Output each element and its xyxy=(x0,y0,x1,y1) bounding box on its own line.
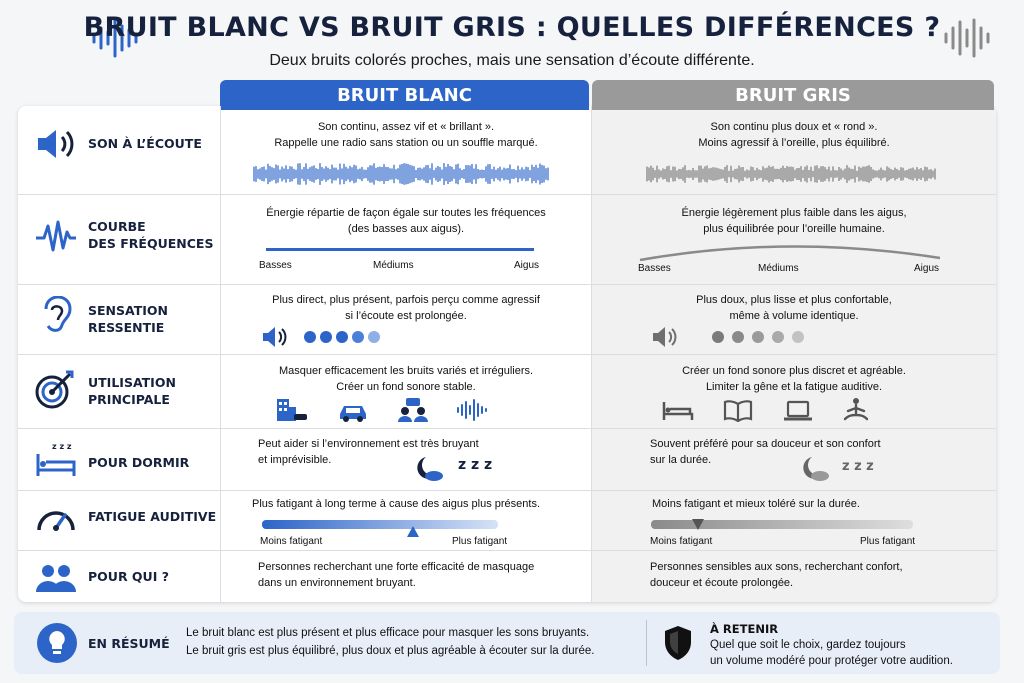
white-courbe-line1: Énergie répartie de façon égale sur toutes les fréquences xyxy=(266,207,546,219)
gauge-icon xyxy=(34,500,78,540)
white-axis-mediums: Médiums xyxy=(373,260,414,271)
bed-icon xyxy=(662,400,694,422)
ear-icon xyxy=(34,296,78,336)
divider xyxy=(591,106,592,602)
volume-icon-white xyxy=(262,326,290,348)
white-noise-waveform xyxy=(253,160,549,188)
frequency-wave-icon xyxy=(34,218,78,258)
grey-pourqui-line1: Personnes sensibles aux sons, recherchant confort, xyxy=(650,561,903,573)
white-axis-aigus: Aigus xyxy=(514,260,540,271)
grey-sensation-line1: Plus doux, plus lisse et plus confortable, xyxy=(696,294,892,306)
retain-line1: Quel que soit le choix, gardez toujours xyxy=(710,639,906,651)
divider xyxy=(18,284,996,285)
row-label-sensation-2: RESSENTIE xyxy=(88,320,165,335)
row-label-utilisation-2: PRINCIPALE xyxy=(88,392,170,407)
grey-axis-aigus: Aigus xyxy=(914,263,940,274)
summary-label: EN RÉSUMÉ xyxy=(88,636,170,651)
white-dormir-line1: Peut aider si l’environnement est très bruyant xyxy=(258,438,479,450)
shield-icon xyxy=(662,624,694,662)
moon-cloud-icon-white xyxy=(412,455,444,481)
grey-fatigue-marker xyxy=(692,518,704,530)
svg-text:z z z: z z z xyxy=(52,442,72,451)
white-courbe-line2: (des basses aux aigus). xyxy=(347,223,465,235)
laptop-icon xyxy=(783,400,813,422)
summary-divider xyxy=(646,620,647,666)
row-label-utilisation-1: UTILISATION xyxy=(88,375,176,390)
row-label-dormir: POUR DORMIR xyxy=(88,455,190,470)
grey-dormir-line2: sur la durée. xyxy=(650,454,712,466)
grey-son-line1: Son continu plus doux et « rond ». xyxy=(710,121,878,133)
grey-scale-high: Plus fatigant xyxy=(860,536,916,547)
white-pourqui-line1: Personnes recherchant une forte efficacité de masquage xyxy=(258,561,535,573)
grey-dormir-line1: Souvent préféré pour sa douceur et son confort xyxy=(650,438,881,450)
white-axis-basses: Basses xyxy=(259,260,292,271)
divider xyxy=(220,106,221,602)
row-label-sensation-1: SENSATION xyxy=(88,303,168,318)
summary-line1: Le bruit blanc est plus présent et plus efficace pour masquer les sons bruyants. xyxy=(186,627,590,639)
grey-utilisation-line2: Limiter la gêne et la fatigue auditive. xyxy=(705,381,883,393)
row-label-fatigue: FATIGUE AUDITIVE xyxy=(88,509,217,524)
row-label-courbe-1: COURBE xyxy=(88,219,146,234)
divider xyxy=(18,428,996,429)
people-talking-icon xyxy=(397,397,429,423)
white-utilisation-line1: Masquer efficacement les bruits variés et irréguliers. xyxy=(278,365,534,377)
white-fatigue-text: Plus fatigant à long terme à cause des aigus plus présents. xyxy=(252,498,541,510)
white-flat-spectrum-line xyxy=(266,248,534,251)
page-title: BRUIT BLANC VS BRUIT GRIS : QUELLES DIFFÉRENCES ? xyxy=(83,12,941,43)
column-header-white: BRUIT BLANC xyxy=(220,80,589,110)
white-intensity-dots xyxy=(302,330,392,344)
white-fatigue-scale xyxy=(262,520,498,529)
white-son-line2: Rappelle une radio sans station ou un souffle marqué. xyxy=(274,137,538,149)
lightbulb-icon xyxy=(36,622,78,664)
moon-cloud-icon-grey xyxy=(798,455,830,481)
row-label-son: SON À L’ÉCOUTE xyxy=(88,136,202,151)
grey-sensation-line2: même à volume identique. xyxy=(729,310,859,322)
summary-line2: Le bruit gris est plus équilibré, plus doux et plus agréable à écouter sur la durée. xyxy=(186,645,595,657)
grey-axis-mediums: Médiums xyxy=(758,263,799,274)
white-fatigue-marker xyxy=(407,526,419,538)
page-subtitle: Deux bruits colorés proches, mais une sensation d’écoute différente. xyxy=(269,52,755,69)
zzz-grey: z z z xyxy=(842,459,874,474)
divider xyxy=(18,354,996,355)
meditation-icon xyxy=(842,397,870,423)
soundwave-small-icon xyxy=(456,398,488,422)
column-header-grey: BRUIT GRIS xyxy=(592,80,994,110)
white-scale-low: Moins fatigant xyxy=(260,536,323,547)
grey-curved-spectrum-line xyxy=(638,236,942,266)
row-label-courbe-2: DES FRÉQUENCES xyxy=(88,236,214,251)
grey-fatigue-scale xyxy=(651,520,913,529)
volume-icon-grey xyxy=(652,326,680,348)
white-sensation-line2: si l’écoute est prolongée. xyxy=(345,310,467,322)
speaker-icon xyxy=(34,124,78,164)
target-icon xyxy=(34,370,78,410)
book-icon xyxy=(723,400,753,422)
divider xyxy=(18,490,996,491)
car-icon xyxy=(338,400,368,422)
divider xyxy=(18,550,996,551)
grey-pourqui-line2: douceur et écoute prolongée. xyxy=(650,577,794,589)
white-sensation-line1: Plus direct, plus présent, parfois perçu comme agressif xyxy=(272,294,540,306)
grey-intensity-dots xyxy=(710,330,810,344)
people-icon xyxy=(34,558,78,598)
grey-scale-low: Moins fatigant xyxy=(650,536,713,547)
zzz-white: z z z xyxy=(458,457,493,473)
white-dormir-line2: et imprévisible. xyxy=(258,454,332,466)
sleeping-bed-icon xyxy=(34,440,78,480)
grey-courbe-line2: plus équilibrée pour l’oreille humaine. xyxy=(703,223,885,235)
row-label-pourqui: POUR QUI ? xyxy=(88,569,169,584)
grey-son-line2: Moins agressif à l’oreille, plus équilibré. xyxy=(698,137,890,149)
grey-noise-waveform xyxy=(646,160,936,188)
grey-utilisation-line1: Créer un fond sonore plus discret et agréable. xyxy=(682,365,906,377)
white-utilisation-line2: Créer un fond sonore stable. xyxy=(336,381,476,393)
grey-fatigue-text: Moins fatigant et mieux toléré sur la durée. xyxy=(652,498,860,510)
grey-axis-basses: Basses xyxy=(638,263,671,274)
retain-line2: un volume modéré pour protéger votre audition. xyxy=(710,655,953,667)
divider xyxy=(18,194,996,195)
grey-courbe-line1: Énergie légèrement plus faible dans les aigus, xyxy=(681,207,907,219)
white-son-line1: Son continu, assez vif et « brillant ». xyxy=(317,121,495,133)
city-traffic-icon xyxy=(274,397,308,423)
retain-title: À RETENIR xyxy=(710,622,779,636)
white-pourqui-line2: dans un environnement bruyant. xyxy=(258,577,416,589)
white-scale-high: Plus fatigant xyxy=(452,536,508,547)
